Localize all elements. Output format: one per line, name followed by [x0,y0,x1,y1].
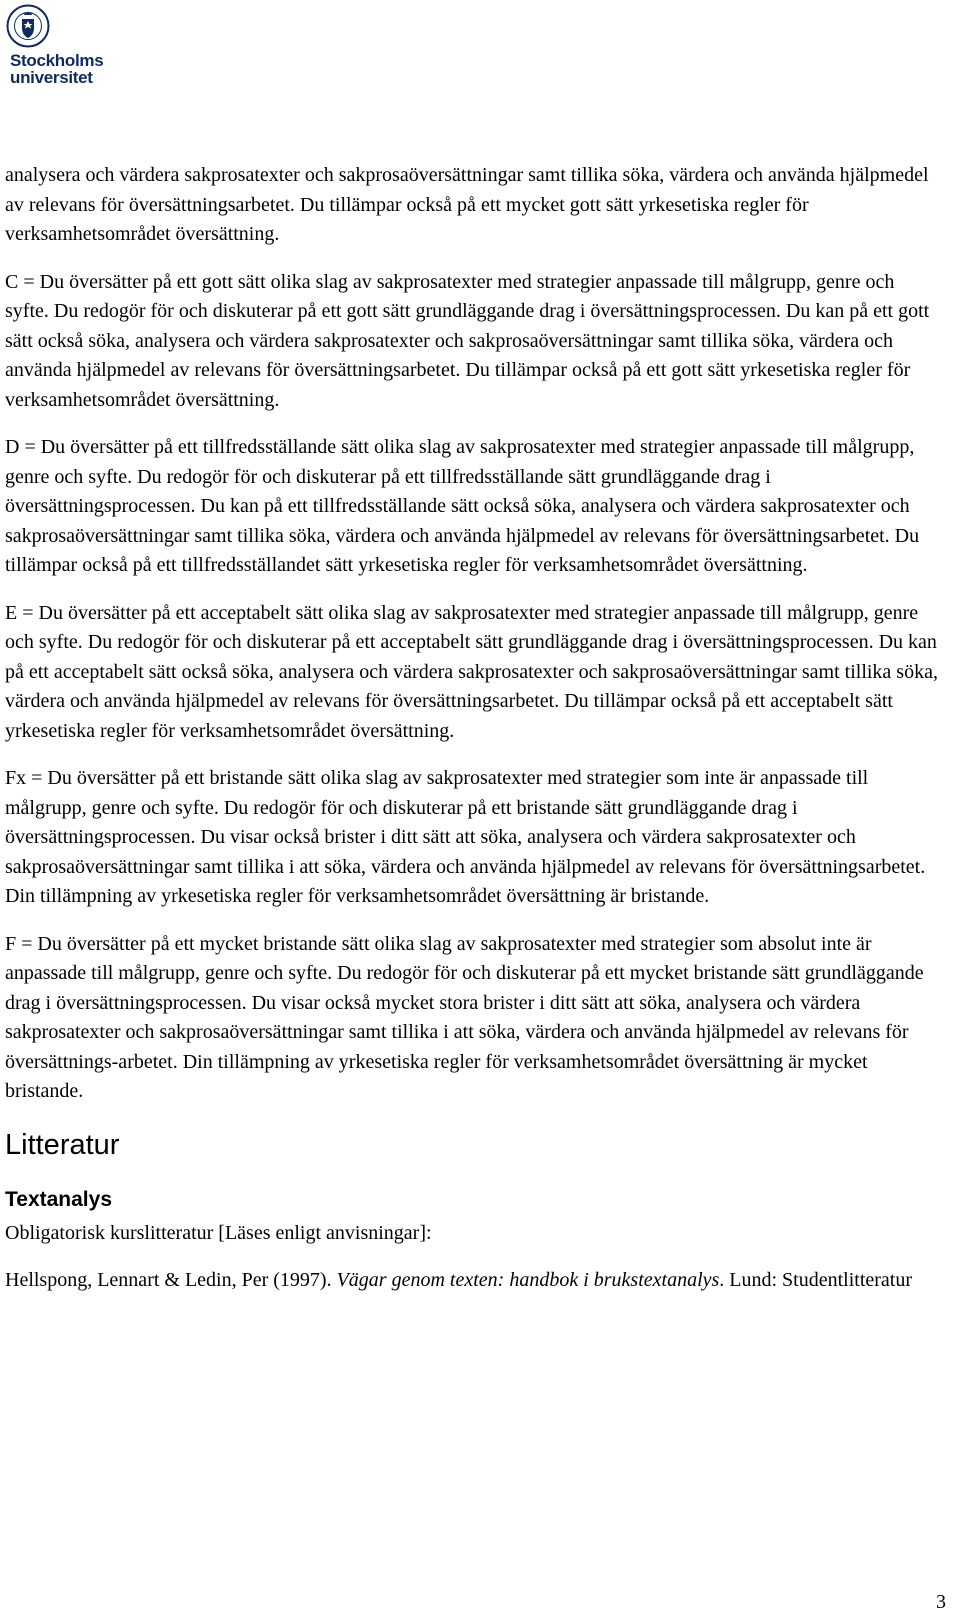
document-body [5,161,940,1314]
paragraph-grade-d: D = Du översätter på ett tillfredsställande sätt olika slag av sakprosatexter med strategier anpassade till målgrupp, genre och syfte. Du redogör för och diskuterar på ett tillfredsställande sätt grundläggande drag i översättningsprocessen. Du kan på ett tillfredsställande sätt också söka, analysera och värdera sakprosatexter och sakprosaöversättningar samt tillika söka, värdera och använda hjälpmedel av relevans för översättningsarbetet. Du tillämpar också på ett tillfredsställandet sätt yrkesetiska regler för verksamhetsområdet översättning. [5,436,920,576]
university-logo [6,4,146,90]
university-name: Stockholms universitet [10,51,104,87]
reference-title: Vägar genom texten: handbok i brukstextanalys [336,1269,720,1291]
textanalys-subheading: Textanalys [5,1187,112,1211]
literature-heading: Litteratur [5,1128,120,1161]
literature-note: Obligatorisk kurslitteratur [Läses enligt anvisningar]: [5,1221,432,1244]
page-number: 3 [936,1591,946,1613]
reference-authors: Hellspong, Lennart & Ledin, Per (1997). [5,1269,337,1291]
paragraph-intro: analysera och värdera sakprosatexter och sakprosaöversättningar samt tillika söka, värdera och använda hjälpmedel av relevans för översättningsarbetet. Du tillämpar också på ett mycket gott sätt yrkesetiska regler för verksamhetsområdet översättning. [5,164,929,245]
paragraph-grade-fx: Fx = Du översätter på ett bristande sätt olika slag av sakprosatexter med strategier som inte är anpassade till målgrupp, genre och syfte. Du redogör för och diskuterar på ett bristande sätt grundläggande drag i översättningsprocessen. Du visar också brister i ditt sätt att söka, analysera och värdera sakprosatexter och sakprosaöversättningar samt tillika i att söka, värdera och använda hjälpmedel av relevans för översättningsarbetet. Din tillämpning av yrkesetiska regler för verksamhetsområdet översättning är bristande. [5,767,926,907]
reference-entry [5,1266,940,1296]
university-seal-icon [6,4,50,48]
paragraph-grade-e: E = Du översätter på ett acceptabelt sätt olika slag av sakprosatexter med strategier anpassade till målgrupp, genre och syfte. Du redogör för och diskuterar på ett acceptabelt sätt grundläggande drag i översättningsprocessen. Du kan på ett acceptabelt sätt också söka, analysera och värdera sakprosatexter och sakprosaöversättningar samt tillika söka, värdera och använda hjälpmedel av relevans för översättningsarbetet. Du tillämpar också på ett acceptabelt sätt yrkesetiska regler för verksamhetsområdet översättning. [5,601,938,742]
reference-publisher: . Lund: Studentlitteratur [719,1269,913,1291]
paragraph-grade-c: C = Du översätter på ett gott sätt olika slag av sakprosatexter med strategier anpassade till målgrupp, genre och syfte. Du redogör för och diskuterar på ett gott sätt grundläggande drag i översättningsprocessen. Du kan på ett gott sätt också söka, analysera och värdera sakprosatexter och sakprosaöversättningar samt tillika söka, värdera och använda hjälpmedel av relevans för översättningsarbetet. Du tillämpar också på ett gott sätt yrkesetiska regler för verksamhetsområdet översättning. [5,270,930,411]
paragraph-grade-f: F = Du översätter på ett mycket bristande sätt olika slag av sakprosatexter med strategier som absolut inte är anpassade till målgrupp, genre och syfte. Du redogör för och diskuterar på ett mycket bristande sätt grundläggande drag i översättningsprocessen. Du visar också mycket stora brister i ditt sätt att söka, analysera och värdera sakprosatexter och sakprosaöversättningar samt tillika i att söka, värdera och använda hjälpmedel av relevans för översättnings-arbetet. Din tillämpning av yrkesetiska regler för verksamhetsområdet översättning är mycket bristande. [5,932,924,1102]
